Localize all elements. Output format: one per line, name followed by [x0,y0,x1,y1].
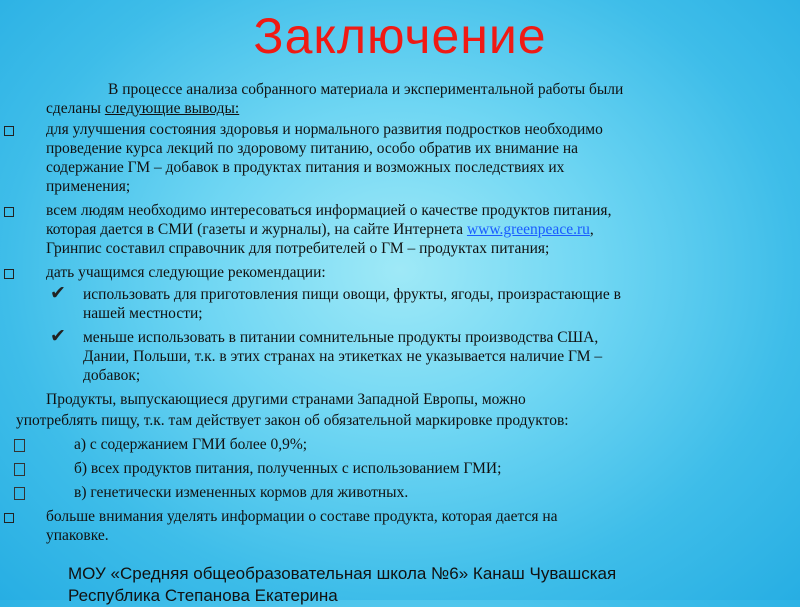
empty-box-icon [14,439,25,452]
greenpeace-link[interactable]: www.greenpeace.ru [466,221,590,238]
checkmark-icon: ✔ [50,326,66,347]
slide-title: Заключение [253,8,547,64]
square-bullet-icon [4,207,14,217]
footer-author: МОУ «Средняя общеобразовательная школа №6» Канаш Чувашская Республика Степанова Екатерина [68,564,617,605]
square-bullet-icon [4,126,14,136]
checkmark-icon: ✔ [50,283,66,304]
square-bullet-icon [4,513,14,523]
empty-box-icon [14,463,25,476]
conclusions-label: следующие выводы: [104,100,240,117]
empty-box-icon [14,487,25,500]
square-bullet-icon [4,269,14,279]
